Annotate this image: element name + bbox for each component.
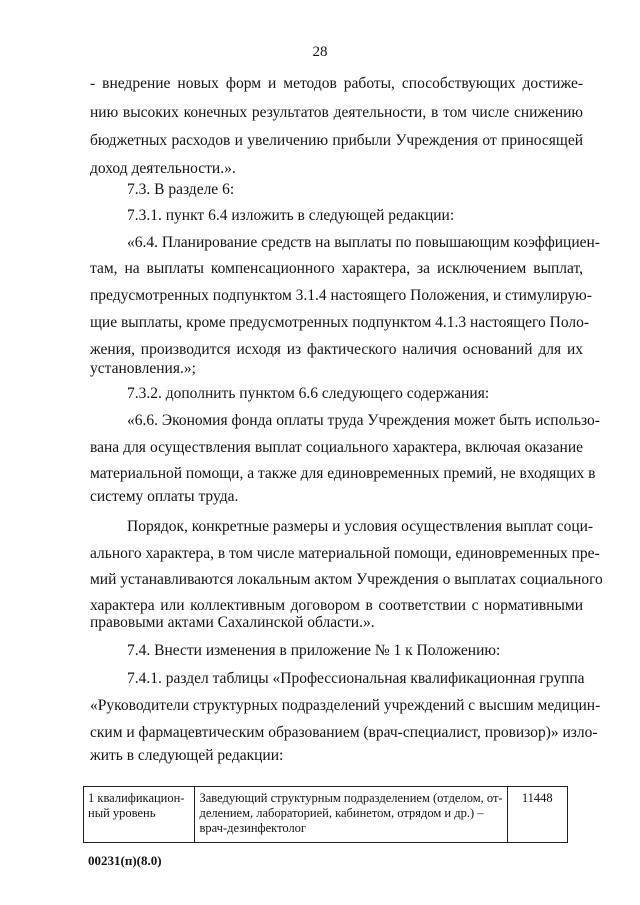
position-cell: [195, 787, 507, 843]
text-line: «6.4. Планирование средств на выплаты по повышающим коэффициен-: [127, 234, 600, 251]
text-line: вана для осуществления выплат социального характера, включая оказание: [90, 439, 583, 456]
cell-text: врач-дезинфектолог: [199, 821, 307, 835]
text-line: щие выплаты, кроме предусмотренных подпунктом 4.1.3 настоящего Поло-: [90, 314, 590, 331]
text-line: характера или коллективным договором в соответствии с нормативными: [90, 597, 583, 614]
cell-text: Заведующий структурным подразделением (отделом, от-: [199, 791, 503, 805]
text-line: «6.6. Экономия фонда оплаты труда Учреждения может быть использо-: [127, 412, 600, 429]
text-line: Порядок, конкретные размеры и условия осуществления выплат соци-: [127, 518, 594, 535]
qualification-table: [83, 786, 568, 843]
text-line: систему оплаты труда.: [90, 488, 239, 505]
cell-text: 1 квалификацион-: [88, 791, 185, 805]
text-line: 7.3.2. дополнить пунктом 6.6 следующего содержания:: [127, 385, 490, 402]
page-number: 28: [312, 44, 328, 60]
text-line: доход деятельности.».: [90, 160, 236, 177]
text-line: - внедрение новых форм и методов работы, способствующих достиже-: [90, 75, 583, 92]
cell-text: ный уровень: [88, 806, 156, 820]
text-line: жить в следующей редакции:: [90, 747, 284, 764]
text-line: 7.3.1. пункт 6.4 изложить в следующей редакции:: [127, 207, 455, 224]
text-line: жения, производится исходя из фактического наличия оснований для их: [90, 341, 583, 358]
text-line: установления.»;: [90, 360, 196, 377]
text-line: бюджетных расходов и увеличению прибыли Учреждения от приносящей: [90, 132, 583, 149]
text-line: 7.4. Внести изменения в приложение № 1 к Положению:: [127, 642, 501, 659]
text-line: «Руководители структурных подразделений учреждений с высшим медицин-: [90, 697, 601, 714]
text-line: 7.4.1. раздел таблицы «Профессиональная квалификационная группа: [127, 670, 585, 687]
text-line: нию высоких конечных результатов деятельности, в том числе снижению: [90, 104, 583, 121]
text-line: материальной помощи, а также для единовременных премий, не входящих в: [90, 465, 596, 482]
table-row: [84, 787, 568, 843]
text-line: правовыми актами Сахалинской области.».: [90, 614, 375, 631]
section-heading: 7.3. В разделе 6:: [127, 181, 235, 198]
salary-cell: 11448: [507, 787, 567, 843]
text-line: предусмотренных подпунктом 3.1.4 настоящего Положения, и стимулирую-: [90, 287, 592, 304]
qualification-level-cell: [84, 787, 195, 843]
text-line: ским и фармацевтическим образованием (врач-специалист, провизор)» изло-: [90, 724, 598, 741]
document-code: 00231(п)(8.0): [88, 853, 162, 868]
text-line: мий устанавливаются локальным актом Учреждения о выплатах социального: [90, 571, 603, 588]
cell-text: делением, лабораторией, кабинетом, отрядом и др.) –: [199, 806, 484, 820]
text-line: там, на выплаты компенсационного характера, за исключением выплат,: [90, 260, 583, 277]
text-line: ального характера, в том числе материальной помощи, единовременных пре-: [90, 545, 600, 562]
